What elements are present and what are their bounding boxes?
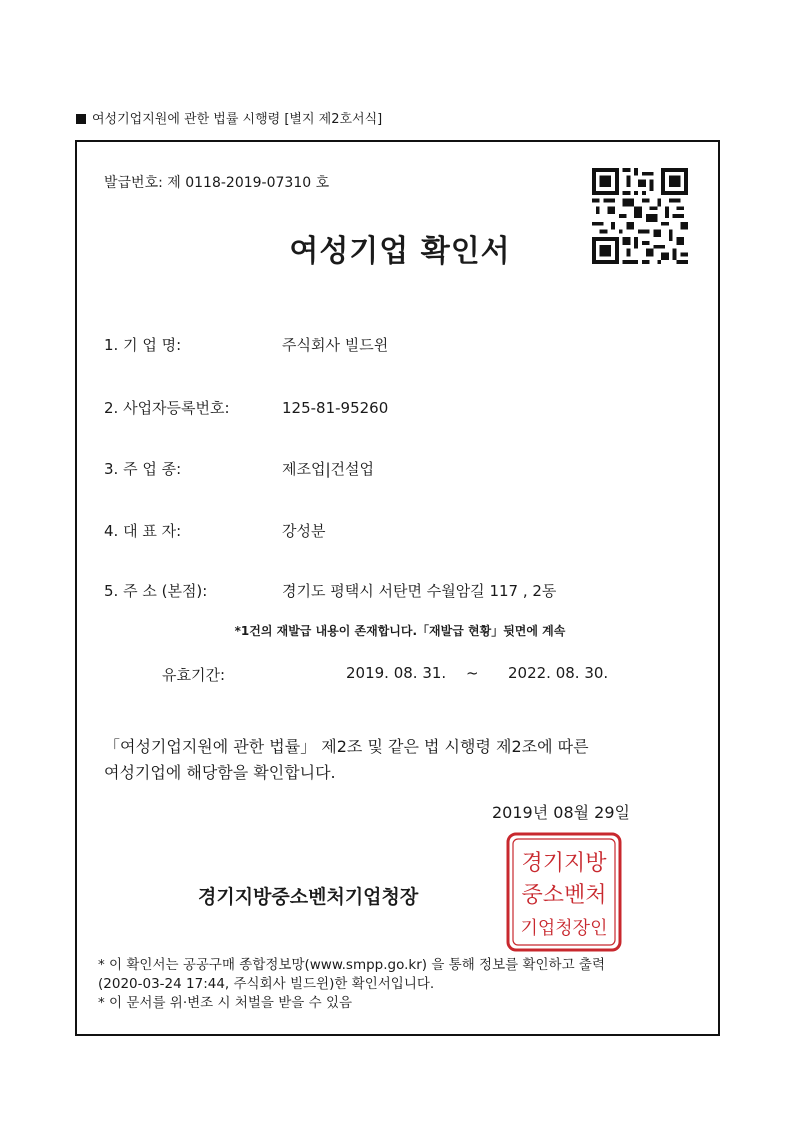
document-title: 여성기업 확인서: [289, 234, 511, 269]
form-label-text: 여성기업지원에 관한 법률 시행령 [별지 제2호서식]: [92, 112, 383, 127]
validity-start: 2019. 08. 31.: [346, 664, 447, 682]
issue-date: 2019년 08월 29일: [492, 803, 630, 822]
issuer-name: 경기지방중소벤처기업청장: [198, 886, 419, 908]
field-company-name: [104, 334, 388, 355]
field-label: 2. 사업자등록번호:: [104, 399, 230, 417]
field-value: 125-81-95260: [282, 399, 389, 417]
field-label: 3. 주 업 종:: [104, 460, 182, 478]
validity-end: 2022. 08. 30.: [508, 664, 609, 682]
validity-label: 유효기간:: [162, 666, 226, 684]
official-seal: [504, 830, 624, 954]
field-label: 4. 대 표 자:: [104, 522, 182, 540]
seal-line: 경기지방: [521, 851, 607, 876]
issue-number: 발급번호: 제 0118-2019-07310 호: [104, 175, 330, 191]
confirmation-line: 「여성기업지원에 관한 법률」 제2조 및 같은 법 시행령 제2조에 따른: [104, 737, 589, 756]
field-value: 강성분: [282, 522, 326, 540]
field-label: 1. 기 업 명:: [104, 336, 182, 354]
field-value: 주식회사 빌드윈: [282, 336, 389, 354]
field-label: 5. 주 소 (본점):: [104, 582, 208, 600]
field-value: 경기도 평택시 서탄면 수월암길 117 , 2동: [282, 582, 557, 600]
square-bullet-icon: [76, 114, 86, 124]
footnote-line: (2020-03-24 17:44, 주식회사 빌드윈)한 확인서입니다.: [98, 976, 435, 992]
field-business-number: [104, 397, 388, 418]
validity-separator: ~: [466, 664, 479, 682]
form-label: [76, 108, 382, 127]
field-industry: [104, 458, 374, 479]
field-representative: [104, 520, 325, 541]
confirmation-text: [104, 734, 589, 786]
field-address: [104, 580, 556, 601]
footnote-line: * 이 문서를 위·변조 시 처벌을 받을 수 있음: [98, 995, 353, 1011]
reissue-notice: *1건의 재발급 내용이 존재합니다.「재발급 현황」뒷면에 계속: [234, 624, 566, 638]
seal-line: 중소벤처: [521, 883, 607, 908]
confirmation-line: 여성기업에 해당함을 확인합니다.: [104, 763, 336, 782]
footnotes: [98, 956, 605, 1013]
seal-line: 기업청장인: [520, 918, 608, 939]
field-value: 제조업|건설업: [282, 460, 374, 478]
footnote-line: * 이 확인서는 공공구매 종합정보망(www.smpp.go.kr) 을 통해 정보를 확인하고 출력: [98, 957, 606, 973]
